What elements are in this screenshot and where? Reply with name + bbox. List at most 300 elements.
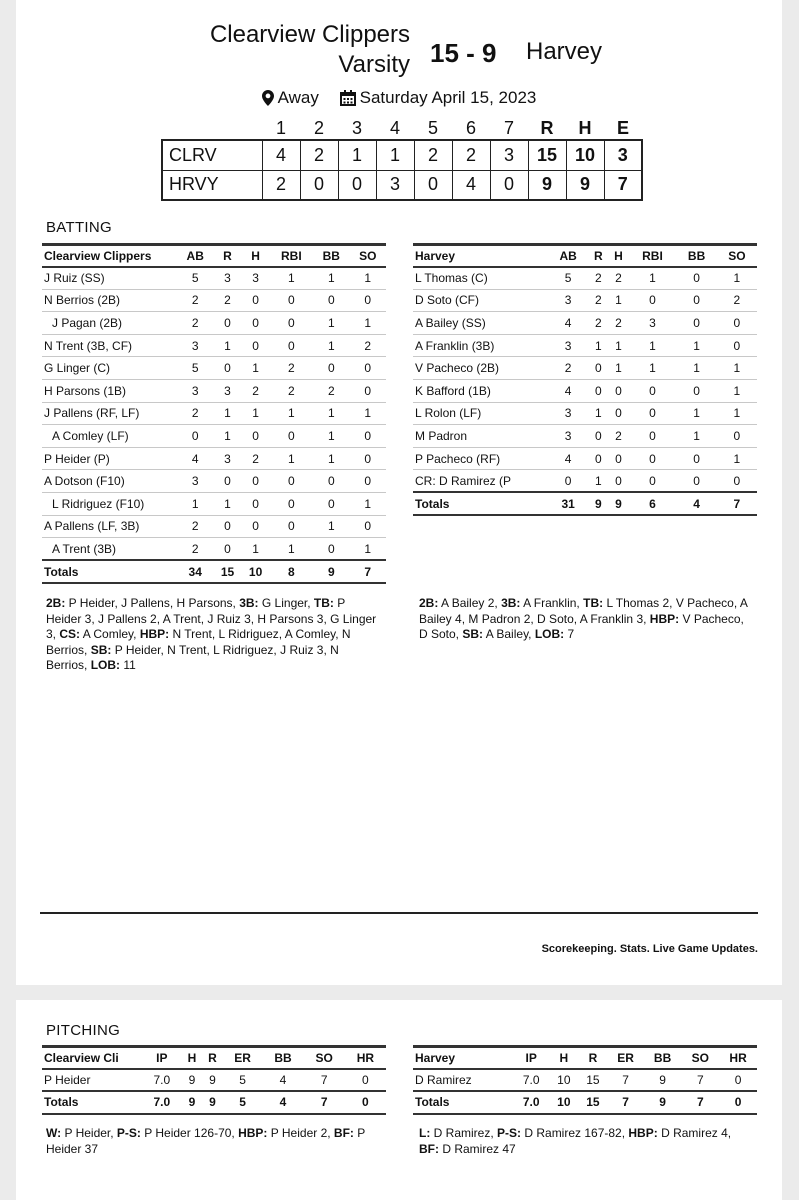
boxscore-card [16,0,782,985]
stat-value: 4 [548,312,588,335]
away-pitching-notes [419,1126,754,1157]
total-value: 0 [345,1091,386,1114]
totals-row [42,560,386,583]
totals-row [413,1091,757,1114]
stat-value: 1 [213,492,241,515]
column-header: R [578,1047,607,1069]
total-value: 4 [262,1091,303,1114]
stat-value: 1 [242,402,270,425]
stat-value: 0 [242,312,270,335]
stat-value: 0 [629,425,677,448]
stat-value: 1 [608,334,628,357]
stat-value: 1 [313,515,349,538]
stat-value: 0 [588,357,608,380]
totals-label: Totals [413,1091,513,1114]
total-value: 7 [681,1091,719,1114]
table-row [42,425,386,448]
player-name: A Trent (3B) [42,538,177,561]
table-row [42,1069,386,1092]
note-label: 3B: [501,596,521,610]
player-name: D Ramirez [413,1069,513,1092]
player-name: A Bailey (SS) [413,312,548,335]
stat-value: 0 [270,492,313,515]
column-header: H [608,245,628,267]
note-label: 3B: [239,596,259,610]
stat-value: 1 [608,357,628,380]
note-label: HBP: [238,1126,268,1140]
table-row [413,1069,757,1092]
note-label: TB: [583,596,604,610]
table-row [413,334,757,357]
stat-value: 0 [588,425,608,448]
column-header: H [549,1047,578,1069]
stat-value: 7 [681,1069,719,1092]
note-label: HBP: [649,611,680,626]
note-label: BF: [419,1141,439,1156]
inning-runs: 4 [262,140,300,170]
away-batting-notes [419,596,754,643]
table-row [42,515,386,538]
home-team-line1: Clearview Clippers [209,21,410,48]
column-header: SO [304,1047,345,1069]
table-row [413,267,757,290]
column-header: BB [676,245,716,267]
stat-value: 0 [676,267,716,290]
stat-value: 3 [629,312,677,335]
stat-value: 0 [350,447,386,470]
inning-header: 5 [427,118,438,138]
player-name: L Ridriguez (F10) [42,492,177,515]
column-header: RBI [270,245,313,267]
stat-value: 1 [717,447,757,470]
stat-value: 0 [350,289,386,312]
total-value: 5 [223,1091,263,1114]
player-name: M Padron [413,425,548,448]
stat-value: 2 [242,447,270,470]
stat-value: 2 [717,289,757,312]
stat-value: 1 [350,402,386,425]
stat-value: 0 [350,425,386,448]
stat-value: 3 [242,267,270,290]
stat-value: 0 [242,334,270,357]
linescore-row [162,140,642,170]
stat-value: 0 [719,1069,757,1092]
stat-value: 0 [213,470,241,493]
inning-runs: 3 [490,140,528,170]
inning-runs: 0 [414,170,452,200]
player-name: K Bafford (1B) [413,379,548,402]
stat-value: 1 [588,334,608,357]
stat-value: 0 [242,492,270,515]
stat-value: 1 [313,447,349,470]
stat-value: 2 [588,289,608,312]
stat-value: 0 [629,379,677,402]
table-row [413,447,757,470]
stat-value: 0 [313,538,349,561]
stat-value: 1 [270,538,313,561]
note-label: TB: [313,596,334,610]
total-value: 7 [304,1091,345,1114]
stat-value: 1 [676,402,716,425]
stat-value: 0 [676,470,716,493]
stat-value: 2 [608,425,628,448]
totals-label: Totals [42,1091,142,1114]
total-value: 4 [676,492,716,515]
stat-value: 0 [629,289,677,312]
total-value: 8 [270,560,313,583]
stat-value: 5 [177,357,213,380]
table-row [42,379,386,402]
stat-value: 2 [177,515,213,538]
stat-value: 1 [313,312,349,335]
total-value: 9 [608,492,628,515]
total-value: 0 [719,1091,757,1114]
inning-runs: 1 [338,140,376,170]
stat-value: 1 [270,447,313,470]
player-name: P Heider (P) [42,447,177,470]
inning-header: 6 [465,118,476,138]
stat-value: 2 [548,357,588,380]
inning-header: 4 [389,118,400,138]
stat-value: 7.0 [142,1069,182,1092]
stat-value: 2 [588,267,608,290]
note-label: LOB: [90,658,121,672]
stat-value: 0 [676,289,716,312]
player-name: D Soto (CF) [413,289,548,312]
total-value: 10 [549,1091,578,1114]
note-label: HBP: [628,1126,658,1140]
stat-value: 1 [242,357,270,380]
stat-value: 3 [177,379,213,402]
total-value: 9 [644,1091,682,1114]
total-value: 7 [607,1091,643,1114]
table-row [42,538,386,561]
stat-value: 1 [350,538,386,561]
stat-value: 3 [177,470,213,493]
stat-value: 0 [350,379,386,402]
player-name: J Pallens (RF, LF) [42,402,177,425]
column-header: R [202,1047,223,1069]
player-name: N Trent (3B, CF) [42,334,177,357]
stat-value: 3 [548,425,588,448]
stat-value: 1 [350,492,386,515]
player-name: A Franklin (3B) [413,334,548,357]
team-header: Clearview Cli [42,1047,142,1069]
linescore-total: 7 [604,170,642,200]
stat-value: 0 [242,470,270,493]
linescore-team: HRVY [162,170,262,200]
stat-value: 1 [717,357,757,380]
note-text: P Heider 3, J Pallens 2, A Trent, J Ruiz 3, H Parsons 3, G Linger 3, [46,596,377,641]
player-name: P Heider [42,1069,142,1092]
note-label: 2B: [419,596,439,610]
pitching-card [16,1000,782,1200]
team-header: Harvey [413,245,548,267]
location-text: Away [277,88,319,107]
stat-value: 0 [213,515,241,538]
stat-value: 0 [608,470,628,493]
team-header: Harvey [413,1047,513,1069]
stat-value: 1 [629,267,677,290]
stat-value: 0 [242,515,270,538]
total-value: 7.0 [142,1091,182,1114]
stat-value: 0 [177,425,213,448]
player-name: J Ruiz (SS) [42,267,177,290]
stat-header-row [42,245,386,267]
totals-label: Totals [42,560,177,583]
stat-value: 0 [350,470,386,493]
linescore-total: 10 [566,140,604,170]
player-name: N Berrios (2B) [42,289,177,312]
stat-value: 3 [548,402,588,425]
stat-value: 3 [548,334,588,357]
stat-value: 0 [676,447,716,470]
note-text: D Ramirez 4, [657,1126,732,1140]
total-header: E [616,118,629,138]
total-header: H [578,118,592,138]
stat-value: 0 [213,312,241,335]
home-team-name [210,20,410,80]
stat-value: 0 [608,447,628,470]
totals-label: Totals [413,492,548,515]
note-label: HBP: [139,627,170,641]
table-row [42,289,386,312]
stat-value: 0 [608,379,628,402]
stat-value: 2 [270,379,313,402]
stat-value: 0 [313,357,349,380]
stat-value: 0 [270,334,313,357]
linescore-header-row [162,118,642,140]
stat-value: 10 [549,1069,578,1092]
stat-value: 2 [177,402,213,425]
stat-value: 1 [313,267,349,290]
stat-value: 4 [177,447,213,470]
stat-value: 0 [313,470,349,493]
note-text: N Trent, L Ridriguez, A Comley, N Berrios, [46,627,351,657]
stat-value: 2 [350,334,386,357]
inning-runs: 2 [452,140,490,170]
stat-value: 2 [313,379,349,402]
stat-value: 7.0 [513,1069,549,1092]
player-name: CR: D Ramirez (P [413,470,548,493]
linescore-team: CLRV [162,140,262,170]
linescore-total: 15 [528,140,566,170]
player-name: A Pallens (LF, 3B) [42,515,177,538]
note-label: P-S: [116,1126,141,1140]
inning-runs: 2 [300,140,338,170]
away-pitching-table [413,1045,757,1115]
stat-value: 2 [608,312,628,335]
stat-value: 0 [588,379,608,402]
column-header: IP [513,1047,549,1069]
linescore-total: 9 [566,170,604,200]
stat-value: 15 [578,1069,607,1092]
stat-value: 2 [608,267,628,290]
column-header: ER [223,1047,263,1069]
stat-value: 9 [182,1069,203,1092]
stat-value: 5 [548,267,588,290]
table-row [42,492,386,515]
stat-value: 1 [717,267,757,290]
note-label: SB: [90,642,112,657]
note-label: 2B: [46,596,66,610]
stat-value: 1 [717,379,757,402]
note-label: P-S: [497,1126,522,1140]
column-header: RBI [629,245,677,267]
inning-runs: 0 [300,170,338,200]
note-label: LOB: [534,627,565,641]
table-row [42,357,386,380]
total-value: 34 [177,560,213,583]
map-pin-icon [262,90,274,106]
linescore-total: 3 [604,140,642,170]
final-score: 15 - 9 [430,38,497,68]
stat-value: 0 [717,334,757,357]
stat-value: 0 [548,470,588,493]
stat-value: 7 [607,1069,643,1092]
column-header: SO [681,1047,719,1069]
batting-title: BATTING [46,219,112,236]
stat-value: 1 [588,470,608,493]
stat-value: 1 [350,267,386,290]
stat-value: 0 [213,538,241,561]
table-row [413,425,757,448]
note-text: D Ramirez, [430,1126,498,1140]
stat-value: 0 [717,470,757,493]
note-text: P Heider, [61,1126,117,1140]
stat-value: 2 [177,312,213,335]
player-name: A Comley (LF) [42,425,177,448]
stat-value: 4 [548,379,588,402]
stat-value: 1 [676,334,716,357]
stat-value: 1 [177,492,213,515]
game-info [16,88,782,111]
stat-value: 3 [548,289,588,312]
stat-value: 1 [313,425,349,448]
table-row [413,289,757,312]
stat-value: 1 [350,312,386,335]
inning-header: 3 [351,118,362,138]
note-text: P Heider 2, [267,1126,334,1140]
table-row [413,402,757,425]
column-header: HR [719,1047,757,1069]
column-header: SO [350,245,386,267]
table-row [413,379,757,402]
stat-value: 2 [177,289,213,312]
stat-value: 1 [717,402,757,425]
note-label: L: [419,1126,431,1140]
column-header: AB [548,245,588,267]
table-row [413,470,757,493]
inning-runs: 2 [414,140,452,170]
stat-value: 0 [313,289,349,312]
footer-tagline: Scorekeeping. Stats. Live Game Updates. [541,943,758,955]
note-text: P Heider, N Trent, L Ridriguez, J Ruiz 3, N Berrios, [46,642,339,672]
inning-header: 2 [313,118,324,138]
date-text: Saturday April 15, 2023 [359,88,537,107]
stat-value: 0 [242,289,270,312]
team-header: Clearview Clippers [42,245,177,267]
pitching-title: PITCHING [46,1022,121,1039]
stat-value: 2 [213,289,241,312]
column-header: H [242,245,270,267]
total-value: 6 [629,492,677,515]
note-text: A Bailey, [483,627,535,641]
total-value: 10 [242,560,270,583]
table-row [42,447,386,470]
stat-value: 1 [270,402,313,425]
stat-value: 3 [177,334,213,357]
stat-value: 0 [270,515,313,538]
stat-value: 0 [588,447,608,470]
stat-value: 0 [676,379,716,402]
stat-value: 3 [213,267,241,290]
inning-runs: 0 [490,170,528,200]
note-label: W: [46,1126,62,1140]
total-value: 9 [588,492,608,515]
note-text: 7 [564,627,575,641]
column-header: AB [177,245,213,267]
totals-row [42,1091,386,1114]
stat-value: 0 [270,470,313,493]
table-row [42,312,386,335]
stat-value: 2 [588,312,608,335]
table-row [42,470,386,493]
inning-runs: 2 [262,170,300,200]
inning-runs: 0 [338,170,376,200]
column-header: R [588,245,608,267]
stat-value: 5 [223,1069,263,1092]
player-name: V Pacheco (2B) [413,357,548,380]
stat-header-row [42,1047,386,1069]
home-batting-notes [46,596,381,674]
note-text: P Heider 37 [46,1126,366,1156]
player-name: A Dotson (F10) [42,470,177,493]
table-row [413,357,757,380]
note-text: D Ramirez 47 [439,1141,516,1156]
player-name: L Thomas (C) [413,267,548,290]
stat-value: 0 [213,357,241,380]
stat-value: 4 [262,1069,303,1092]
note-text: V Pacheco, D Soto, [419,611,744,641]
note-text: 11 [120,658,136,672]
player-name: L Rolon (LF) [413,402,548,425]
stat-value: 0 [629,402,677,425]
player-name: J Pagan (2B) [42,312,177,335]
stat-value: 1 [213,402,241,425]
inning-runs: 1 [376,140,414,170]
away-batting-table [413,243,757,516]
total-value: 7 [717,492,757,515]
inning-header: 1 [275,118,286,138]
note-text: A Bailey 2, [438,596,502,610]
stat-value: 1 [242,538,270,561]
total-value: 15 [578,1091,607,1114]
stat-value: 1 [608,289,628,312]
linescore-table [161,118,643,201]
note-text: L Thomas 2, V Pacheco, A Bailey 4, M Padron 2, D Soto, A Franklin 3, [419,596,748,626]
note-text: A Comley, [80,627,140,641]
away-team-name: Harvey [526,38,603,65]
stat-value: 2 [270,357,313,380]
stat-header-row [413,245,757,267]
home-pitching-table [42,1045,386,1115]
stat-value: 2 [177,538,213,561]
stat-value: 1 [213,334,241,357]
stat-value: 1 [629,334,677,357]
stat-value: 4 [548,447,588,470]
stat-value: 0 [270,425,313,448]
